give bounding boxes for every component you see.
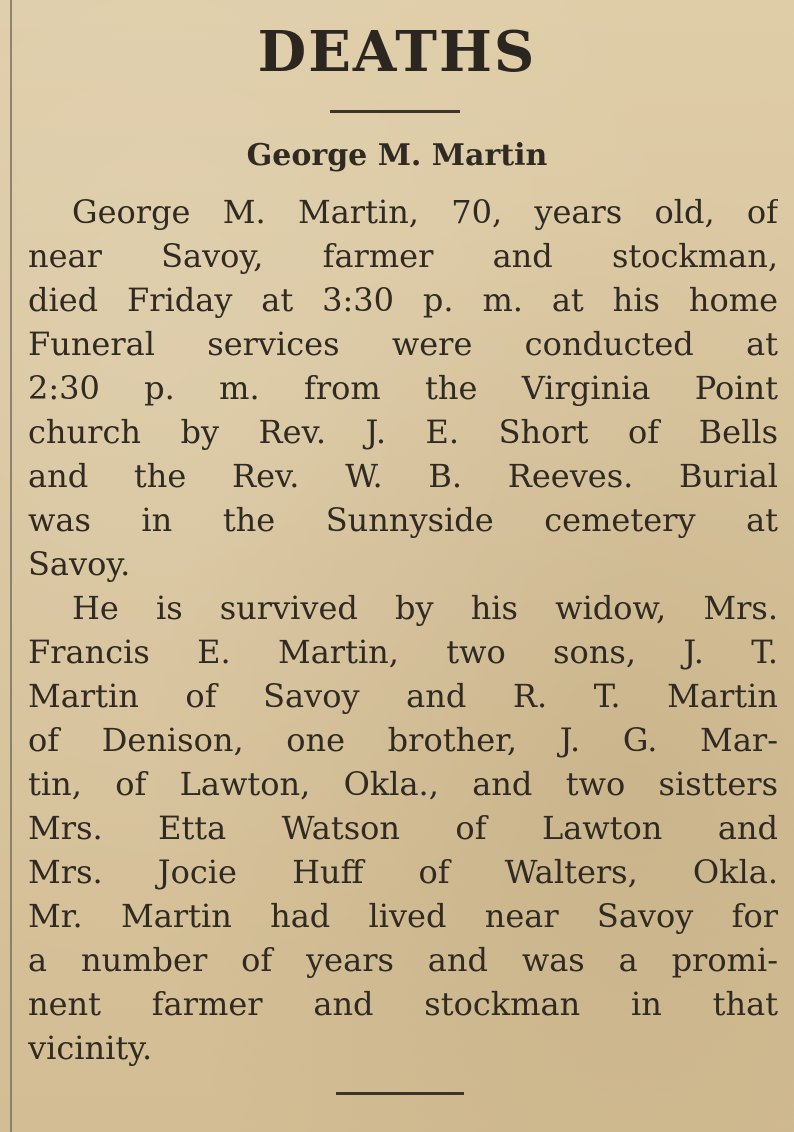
obituary-line: George M. Martin, 70, years old, of [72,193,778,231]
obituary-line: Mrs. Etta Watson of Lawton and [28,809,778,847]
closing-divider [336,1092,464,1095]
heading-divider [330,110,460,113]
obituary-line: Martin of Savoy and R. T. Martin [28,677,778,715]
obituary-line: tin, of Lawton, Okla., and two sistters [28,765,778,803]
obituary-line: church by Rev. J. E. Short of Bells [28,413,778,451]
obituary-line: Mrs. Jocie Huff of Walters, Okla. [28,853,778,891]
obituary-title: George M. Martin [246,138,548,173]
obituary-line: He is survived by his widow, Mrs. [72,589,778,627]
obituary-line: nent farmer and stockman in that [28,985,778,1023]
obituary-line: vicinity. [28,1029,153,1067]
obituary-line: Mr. Martin had lived near Savoy for [28,897,778,935]
obituary-line: Funeral services were conducted at [28,325,778,363]
obituary-line: a number of years and was a promi- [28,941,778,979]
obituary-line: near Savoy, farmer and stockman, [28,237,778,275]
obituary-line: and the Rev. W. B. Reeves. Burial [28,457,778,495]
obituary-line: Savoy. [28,545,131,583]
obituary-line: 2:30 p. m. from the Virginia Point [28,369,778,407]
obituary-line: of Denison, one brother, J. G. Mar- [28,721,778,759]
obituary-line: Francis E. Martin, two sons, J. T. [28,633,778,671]
section-heading: DEATHS [257,19,537,85]
obituary-body [28,190,778,1070]
obituary-line: died Friday at 3:30 p. m. at his home [28,281,778,319]
obituary-line: was in the Sunnyside cemetery at [28,501,778,539]
